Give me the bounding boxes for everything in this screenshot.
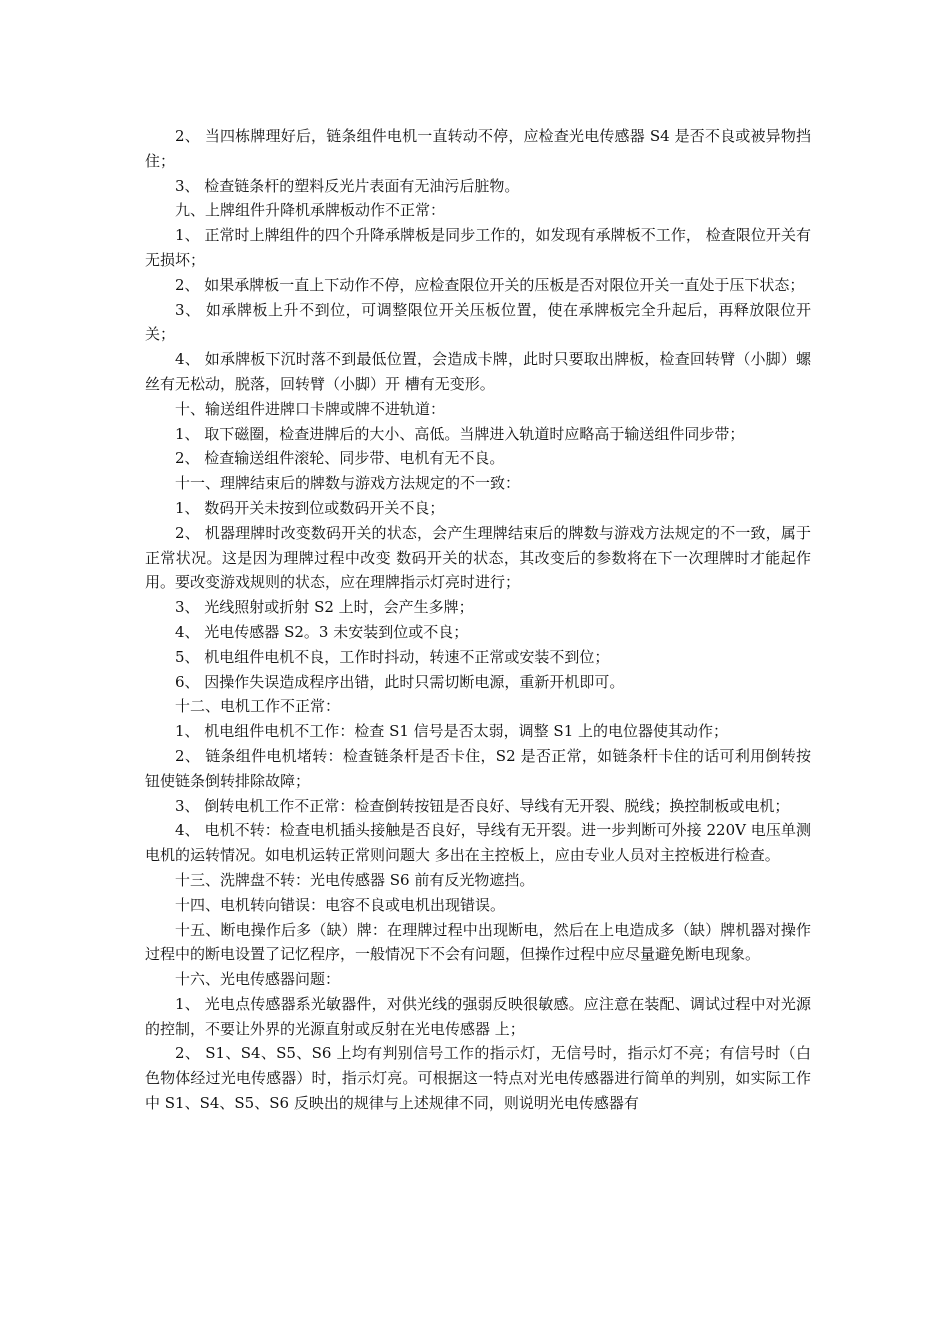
section-heading: 十四、电机转向错误：电容不良或电机出现错误。 bbox=[175, 895, 506, 914]
paragraph: 1、 数码开关未按到位或数码开关不良； bbox=[175, 498, 445, 517]
section-heading: 十一、理牌结束后的牌数与游戏方法规定的不一致： bbox=[175, 474, 521, 493]
paragraph: 3、 倒转电机工作不正常：检查倒转按钮是否良好、导线有无开裂、脱线；换控制板或电机； bbox=[175, 796, 790, 815]
section-heading: 十三、洗牌盘不转：光电传感器 S6 前有反光物遮挡。 bbox=[175, 870, 535, 889]
section-heading: 十五、断电操作后多（缺）牌：在理牌过程中出现断电，然后在上电造成多（缺）牌机器对操作过程中的断电设置了记忆程序，一般情况下不会有问题，但操作过程中应尽量避免断电现象。 bbox=[145, 920, 811, 964]
section-heading: 九、上牌组件升降机承牌板动作不正常： bbox=[175, 201, 446, 220]
paragraph: 5、 机电组件电机不良，工作时抖动，转速不正常或安装不到位； bbox=[175, 647, 610, 666]
paragraph: 1、 机电组件电机不工作：检查 S1 信号是否太弱，调整 S1 上的电位器使其动作； bbox=[175, 722, 729, 741]
paragraph: 2、 如果承牌板一直上下动作不停，应检查限位开关的压板是否对限位开关一直处于压下状态； bbox=[175, 275, 805, 294]
paragraph: 3、 检查链条杆的塑料反光片表面有无油污后脏物。 bbox=[175, 176, 520, 195]
paragraph: 4、 光电传感器 S2。3 未安装到位或不良； bbox=[175, 622, 469, 641]
paragraph: 2、 S1、S4、S5、S6 上均有判别信号工作的指示灯，无信号时，指示灯不亮；有信号时（白色物体经过光电传感器）时，指示灯亮。可根据这一特点对光电传感器进行简单的判别，如实际工作中 S1、S4、S5、S6 反映出的规律与上述规律不同，则说明光电传感器有 bbox=[145, 1044, 811, 1113]
section-heading: 十、输送组件进牌口卡牌或牌不进轨道： bbox=[175, 399, 446, 418]
document-page bbox=[145, 124, 811, 1116]
paragraph: 3、 光线照射或折射 S2 上时，会产生多牌； bbox=[175, 598, 474, 617]
section-heading: 十二、电机工作不正常： bbox=[175, 697, 341, 716]
section-heading: 十六、光电传感器问题： bbox=[175, 970, 341, 989]
paragraph: 2、 机器理牌时改变数码开关的状态，会产生理牌结束后的牌数与游戏方法规定的不一致，属于正常状况。这是因为理牌过程中改变 数码开关的状态，其改变后的参数将在下一次理牌时才能起作用。要改变游戏规则的状态，应在理牌指示灯亮时进行； bbox=[145, 523, 811, 592]
paragraph: 1、 取下磁圈，检查进牌后的大小、高低。当牌进入轨道时应略高于输送组件同步带； bbox=[175, 424, 745, 443]
paragraph: 6、 因操作失误造成程序出错，此时只需切断电源，重新开机即可。 bbox=[175, 672, 625, 691]
paragraph: 3、 如承牌板上升不到位，可调整限位开关压板位置，使在承牌板完全升起后，再释放限位开 关； bbox=[145, 300, 811, 344]
paragraph: 1、 光电点传感器系光敏器件，对供光线的强弱反映很敏感。应注意在装配、调试过程中对光源的控制，不要让外界的光源直射或反射在光电传感器 上； bbox=[145, 994, 811, 1038]
paragraph: 2、 检查输送组件滚轮、同步带、电机有无不良。 bbox=[175, 449, 505, 468]
paragraph: 4、 电机不转：检查电机插头接触是否良好，导线有无开裂。进一步判断可外接 220V 电压单测电机的运转情况。如电机运转正常则问题大 多出在主控板上，应由专业人员对主控板进行检查。 bbox=[145, 821, 811, 865]
paragraph: 2、 当四栋牌理好后，链条组件电机一直转动不停，应检查光电传感器 S4 是否不良或被异物挡住； bbox=[145, 127, 811, 170]
paragraph: 1、 正常时上牌组件的四个升降承牌板是同步工作的，如发现有承牌板不工作， 检查限位开关有无损坏； bbox=[145, 226, 811, 269]
paragraph: 2、 链条组件电机堵转：检查链条杆是否卡住，S2 是否正常，如链条杆卡住的话可利用倒转按钮使链条倒转排除故障； bbox=[145, 746, 811, 790]
paragraph: 4、 如承牌板下沉时落不到最低位置，会造成卡牌，此时只要取出牌板，检查回转臂（小脚）螺丝有无松动，脱落，回转臂（小脚）开 槽有无变形。 bbox=[145, 350, 811, 393]
